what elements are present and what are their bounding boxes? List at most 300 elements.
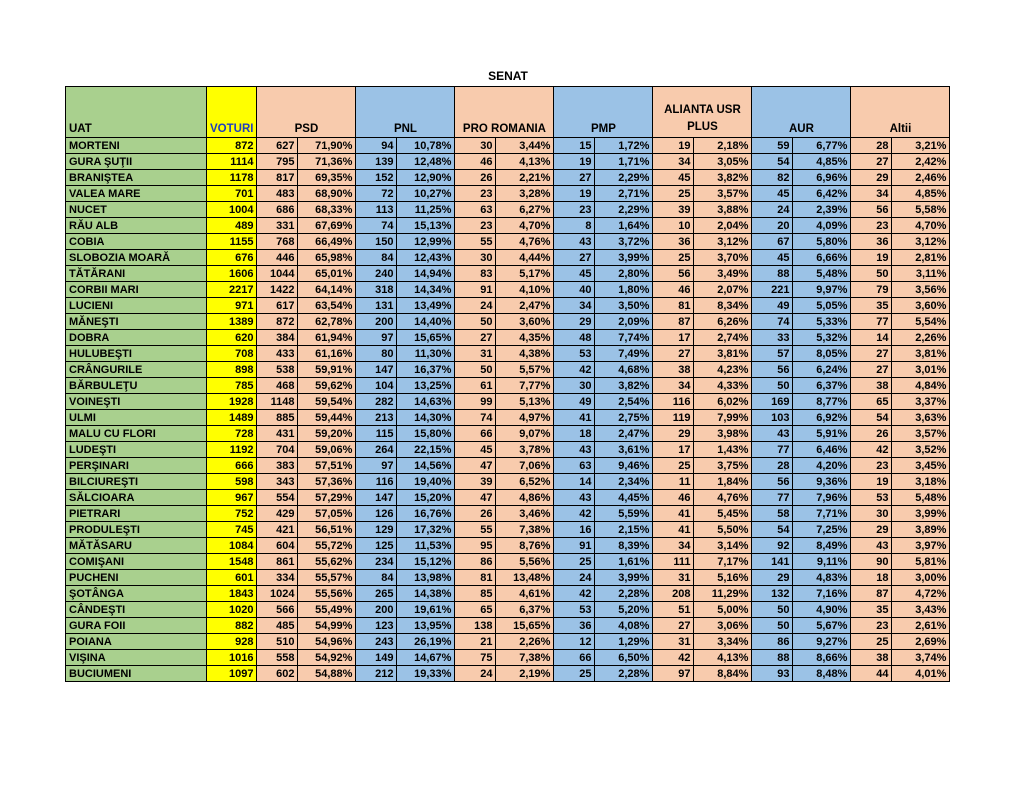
cell-pro-votes: 47 xyxy=(455,458,496,474)
cell-pmp-votes: 66 xyxy=(554,650,595,666)
cell-usr-votes: 25 xyxy=(653,458,694,474)
cell-pmp-votes: 34 xyxy=(554,298,595,314)
header-pnl: PNL xyxy=(356,87,455,138)
cell-voturi: 708 xyxy=(207,346,257,362)
cell-pro-pct: 4,35% xyxy=(496,330,554,346)
cell-aur-pct: 7,25% xyxy=(793,522,851,538)
cell-altii-pct: 3,45% xyxy=(892,458,950,474)
cell-pmp-votes: 15 xyxy=(554,138,595,154)
table-row xyxy=(66,474,950,490)
cell-usr-votes: 119 xyxy=(653,410,694,426)
cell-usr-votes: 11 xyxy=(653,474,694,490)
cell-pro-pct: 4,76% xyxy=(496,234,554,250)
cell-psd-votes: 483 xyxy=(257,186,298,202)
cell-aur-pct: 5,05% xyxy=(793,298,851,314)
cell-pmp-pct: 2,80% xyxy=(595,266,653,282)
cell-pro-votes: 91 xyxy=(455,282,496,298)
cell-uat: BILCIUREŞTI xyxy=(66,474,207,490)
header-alianta-usr-plus xyxy=(653,87,752,138)
cell-altii-pct: 4,70% xyxy=(892,218,950,234)
cell-pro-pct: 4,38% xyxy=(496,346,554,362)
cell-usr-pct: 4,76% xyxy=(694,490,752,506)
cell-altii-votes: 23 xyxy=(851,618,892,634)
cell-altii-votes: 50 xyxy=(851,266,892,282)
cell-psd-votes: 431 xyxy=(257,426,298,442)
cell-pro-votes: 86 xyxy=(455,554,496,570)
cell-pnl-votes: 116 xyxy=(356,474,397,490)
cell-uat: VIŞINA xyxy=(66,650,207,666)
cell-psd-pct: 67,69% xyxy=(298,218,356,234)
cell-pnl-votes: 80 xyxy=(356,346,397,362)
header-psd: PSD xyxy=(257,87,356,138)
cell-pnl-votes: 104 xyxy=(356,378,397,394)
cell-psd-votes: 704 xyxy=(257,442,298,458)
cell-pnl-pct: 12,90% xyxy=(397,170,455,186)
cell-aur-pct: 5,91% xyxy=(793,426,851,442)
cell-aur-pct: 6,66% xyxy=(793,250,851,266)
cell-pro-votes: 39 xyxy=(455,474,496,490)
cell-usr-pct: 2,07% xyxy=(694,282,752,298)
cell-psd-pct: 61,94% xyxy=(298,330,356,346)
cell-pnl-pct: 14,30% xyxy=(397,410,455,426)
cell-pro-pct: 3,44% xyxy=(496,138,554,154)
cell-psd-pct: 69,35% xyxy=(298,170,356,186)
cell-usr-votes: 38 xyxy=(653,362,694,378)
cell-usr-pct: 5,00% xyxy=(694,602,752,618)
cell-pnl-pct: 15,65% xyxy=(397,330,455,346)
cell-altii-pct: 5,48% xyxy=(892,490,950,506)
cell-psd-pct: 71,90% xyxy=(298,138,356,154)
cell-usr-votes: 31 xyxy=(653,634,694,650)
cell-psd-pct: 56,51% xyxy=(298,522,356,538)
cell-pnl-votes: 265 xyxy=(356,586,397,602)
cell-pnl-votes: 152 xyxy=(356,170,397,186)
cell-pmp-pct: 2,47% xyxy=(595,426,653,442)
cell-pro-votes: 75 xyxy=(455,650,496,666)
cell-pmp-votes: 36 xyxy=(554,618,595,634)
cell-psd-votes: 768 xyxy=(257,234,298,250)
cell-altii-pct: 4,72% xyxy=(892,586,950,602)
cell-pro-pct: 5,17% xyxy=(496,266,554,282)
cell-pnl-pct: 14,63% xyxy=(397,394,455,410)
cell-aur-pct: 2,39% xyxy=(793,202,851,218)
cell-voturi: 1114 xyxy=(207,154,257,170)
cell-uat: VOINEŞTI xyxy=(66,394,207,410)
table-row xyxy=(66,586,950,602)
cell-pro-pct: 9,07% xyxy=(496,426,554,442)
cell-aur-pct: 8,66% xyxy=(793,650,851,666)
cell-altii-votes: 34 xyxy=(851,186,892,202)
cell-aur-pct: 6,37% xyxy=(793,378,851,394)
table-row xyxy=(66,394,950,410)
cell-voturi: 598 xyxy=(207,474,257,490)
cell-voturi: 1016 xyxy=(207,650,257,666)
cell-aur-pct: 9,36% xyxy=(793,474,851,490)
cell-usr-votes: 39 xyxy=(653,202,694,218)
cell-altii-pct: 3,43% xyxy=(892,602,950,618)
cell-aur-pct: 6,46% xyxy=(793,442,851,458)
cell-uat: MALU CU FLORI xyxy=(66,426,207,442)
table-row xyxy=(66,202,950,218)
cell-psd-votes: 538 xyxy=(257,362,298,378)
cell-usr-pct: 8,84% xyxy=(694,666,752,682)
cell-pro-votes: 50 xyxy=(455,362,496,378)
cell-usr-votes: 46 xyxy=(653,490,694,506)
cell-voturi: 1928 xyxy=(207,394,257,410)
table-row xyxy=(66,282,950,298)
cell-usr-votes: 81 xyxy=(653,298,694,314)
cell-psd-votes: 872 xyxy=(257,314,298,330)
cell-pro-votes: 85 xyxy=(455,586,496,602)
cell-usr-votes: 34 xyxy=(653,154,694,170)
cell-pmp-pct: 3,99% xyxy=(595,570,653,586)
cell-usr-votes: 10 xyxy=(653,218,694,234)
cell-psd-pct: 59,91% xyxy=(298,362,356,378)
cell-pmp-pct: 2,75% xyxy=(595,410,653,426)
cell-pnl-pct: 12,43% xyxy=(397,250,455,266)
cell-usr-votes: 25 xyxy=(653,250,694,266)
cell-altii-votes: 43 xyxy=(851,538,892,554)
cell-psd-votes: 1422 xyxy=(257,282,298,298)
cell-usr-votes: 116 xyxy=(653,394,694,410)
cell-altii-votes: 23 xyxy=(851,458,892,474)
cell-pnl-pct: 11,53% xyxy=(397,538,455,554)
cell-pnl-votes: 318 xyxy=(356,282,397,298)
cell-usr-pct: 3,12% xyxy=(694,234,752,250)
cell-pmp-pct: 4,45% xyxy=(595,490,653,506)
cell-usr-votes: 17 xyxy=(653,442,694,458)
cell-usr-pct: 4,13% xyxy=(694,650,752,666)
cell-psd-votes: 602 xyxy=(257,666,298,682)
cell-usr-votes: 41 xyxy=(653,522,694,538)
table-row xyxy=(66,378,950,394)
cell-psd-pct: 65,98% xyxy=(298,250,356,266)
cell-usr-votes: 51 xyxy=(653,602,694,618)
cell-usr-votes: 34 xyxy=(653,378,694,394)
cell-voturi: 785 xyxy=(207,378,257,394)
cell-altii-votes: 29 xyxy=(851,170,892,186)
cell-pnl-votes: 74 xyxy=(356,218,397,234)
cell-psd-pct: 59,62% xyxy=(298,378,356,394)
cell-altii-votes: 38 xyxy=(851,378,892,394)
table-row xyxy=(66,346,950,362)
cell-psd-votes: 861 xyxy=(257,554,298,570)
cell-pnl-pct: 19,33% xyxy=(397,666,455,682)
cell-psd-pct: 66,49% xyxy=(298,234,356,250)
cell-altii-votes: 87 xyxy=(851,586,892,602)
cell-usr-pct: 1,84% xyxy=(694,474,752,490)
cell-psd-votes: 566 xyxy=(257,602,298,618)
cell-pnl-pct: 14,67% xyxy=(397,650,455,666)
cell-pnl-votes: 123 xyxy=(356,618,397,634)
cell-aur-pct: 9,11% xyxy=(793,554,851,570)
cell-voturi: 489 xyxy=(207,218,257,234)
cell-pmp-votes: 42 xyxy=(554,506,595,522)
cell-pmp-votes: 43 xyxy=(554,234,595,250)
table-row xyxy=(66,618,950,634)
cell-pnl-pct: 10,27% xyxy=(397,186,455,202)
cell-aur-votes: 56 xyxy=(752,474,793,490)
cell-altii-votes: 90 xyxy=(851,554,892,570)
cell-uat: RĂU ALB xyxy=(66,218,207,234)
table-row xyxy=(66,538,950,554)
cell-psd-votes: 558 xyxy=(257,650,298,666)
cell-pro-pct: 7,06% xyxy=(496,458,554,474)
cell-altii-votes: 30 xyxy=(851,506,892,522)
cell-usr-pct: 3,82% xyxy=(694,170,752,186)
cell-altii-votes: 23 xyxy=(851,218,892,234)
cell-voturi: 745 xyxy=(207,522,257,538)
cell-pmp-pct: 3,72% xyxy=(595,234,653,250)
cell-uat: PUCHENI xyxy=(66,570,207,586)
cell-pro-pct: 3,46% xyxy=(496,506,554,522)
cell-pmp-pct: 5,20% xyxy=(595,602,653,618)
cell-aur-pct: 8,48% xyxy=(793,666,851,682)
cell-uat: PRODULEŞTI xyxy=(66,522,207,538)
cell-pmp-votes: 40 xyxy=(554,282,595,298)
cell-aur-pct: 5,67% xyxy=(793,618,851,634)
cell-altii-votes: 38 xyxy=(851,650,892,666)
cell-pmp-pct: 1,80% xyxy=(595,282,653,298)
cell-voturi: 971 xyxy=(207,298,257,314)
cell-usr-votes: 87 xyxy=(653,314,694,330)
cell-pmp-pct: 2,29% xyxy=(595,202,653,218)
cell-usr-pct: 3,49% xyxy=(694,266,752,282)
cell-pmp-pct: 2,09% xyxy=(595,314,653,330)
cell-altii-pct: 3,57% xyxy=(892,426,950,442)
cell-pnl-votes: 200 xyxy=(356,602,397,618)
cell-aur-votes: 24 xyxy=(752,202,793,218)
table-row xyxy=(66,554,950,570)
cell-pmp-votes: 25 xyxy=(554,554,595,570)
cell-psd-votes: 554 xyxy=(257,490,298,506)
cell-pro-pct: 4,70% xyxy=(496,218,554,234)
cell-pro-votes: 21 xyxy=(455,634,496,650)
cell-pnl-votes: 147 xyxy=(356,490,397,506)
cell-psd-pct: 54,99% xyxy=(298,618,356,634)
cell-pnl-pct: 16,37% xyxy=(397,362,455,378)
cell-psd-pct: 55,49% xyxy=(298,602,356,618)
cell-aur-votes: 67 xyxy=(752,234,793,250)
cell-pro-votes: 46 xyxy=(455,154,496,170)
cell-psd-votes: 1044 xyxy=(257,266,298,282)
cell-pnl-pct: 19,61% xyxy=(397,602,455,618)
cell-pro-votes: 45 xyxy=(455,442,496,458)
cell-altii-pct: 3,99% xyxy=(892,506,950,522)
cell-altii-pct: 3,11% xyxy=(892,266,950,282)
cell-aur-pct: 4,90% xyxy=(793,602,851,618)
cell-usr-pct: 2,74% xyxy=(694,330,752,346)
cell-uat: SLOBOZIA MOARĂ xyxy=(66,250,207,266)
cell-pro-votes: 26 xyxy=(455,170,496,186)
cell-pmp-pct: 4,08% xyxy=(595,618,653,634)
cell-pnl-pct: 22,15% xyxy=(397,442,455,458)
cell-aur-pct: 7,16% xyxy=(793,586,851,602)
cell-voturi: 701 xyxy=(207,186,257,202)
cell-usr-votes: 208 xyxy=(653,586,694,602)
cell-voturi: 1489 xyxy=(207,410,257,426)
cell-pro-pct: 6,27% xyxy=(496,202,554,218)
cell-usr-pct: 3,75% xyxy=(694,458,752,474)
cell-pro-votes: 95 xyxy=(455,538,496,554)
cell-pnl-pct: 15,13% xyxy=(397,218,455,234)
cell-uat: GURA FOII xyxy=(66,618,207,634)
cell-aur-votes: 54 xyxy=(752,154,793,170)
table-row xyxy=(66,170,950,186)
cell-altii-votes: 27 xyxy=(851,154,892,170)
cell-uat: PIETRARI xyxy=(66,506,207,522)
cell-pmp-pct: 6,50% xyxy=(595,650,653,666)
cell-pmp-votes: 49 xyxy=(554,394,595,410)
cell-pnl-pct: 17,32% xyxy=(397,522,455,538)
cell-pnl-pct: 15,80% xyxy=(397,426,455,442)
cell-usr-pct: 3,05% xyxy=(694,154,752,170)
table-row xyxy=(66,634,950,650)
cell-aur-votes: 92 xyxy=(752,538,793,554)
cell-altii-pct: 3,52% xyxy=(892,442,950,458)
table-row xyxy=(66,650,950,666)
cell-aur-votes: 49 xyxy=(752,298,793,314)
cell-pro-pct: 15,65% xyxy=(496,618,554,634)
cell-usr-pct: 11,29% xyxy=(694,586,752,602)
cell-pmp-pct: 8,39% xyxy=(595,538,653,554)
cell-voturi: 2217 xyxy=(207,282,257,298)
cell-usr-pct: 2,18% xyxy=(694,138,752,154)
cell-altii-pct: 4,85% xyxy=(892,186,950,202)
cell-pmp-votes: 42 xyxy=(554,586,595,602)
cell-voturi: 676 xyxy=(207,250,257,266)
cell-psd-votes: 343 xyxy=(257,474,298,490)
cell-pnl-pct: 10,78% xyxy=(397,138,455,154)
cell-aur-pct: 4,09% xyxy=(793,218,851,234)
cell-pmp-pct: 1,64% xyxy=(595,218,653,234)
cell-pmp-votes: 12 xyxy=(554,634,595,650)
cell-psd-pct: 59,54% xyxy=(298,394,356,410)
cell-pmp-votes: 16 xyxy=(554,522,595,538)
header-pmp: PMP xyxy=(554,87,653,138)
cell-pro-pct: 7,77% xyxy=(496,378,554,394)
cell-aur-pct: 5,48% xyxy=(793,266,851,282)
cell-pmp-votes: 23 xyxy=(554,202,595,218)
cell-altii-votes: 19 xyxy=(851,250,892,266)
cell-voturi: 601 xyxy=(207,570,257,586)
cell-usr-votes: 56 xyxy=(653,266,694,282)
cell-aur-pct: 6,24% xyxy=(793,362,851,378)
table-row xyxy=(66,218,950,234)
cell-pro-pct: 4,44% xyxy=(496,250,554,266)
cell-pmp-votes: 29 xyxy=(554,314,595,330)
cell-psd-pct: 57,51% xyxy=(298,458,356,474)
cell-pro-votes: 30 xyxy=(455,250,496,266)
cell-pmp-pct: 2,54% xyxy=(595,394,653,410)
cell-pnl-pct: 13,98% xyxy=(397,570,455,586)
cell-uat: MORTENI xyxy=(66,138,207,154)
cell-pmp-pct: 2,71% xyxy=(595,186,653,202)
cell-pro-pct: 7,38% xyxy=(496,650,554,666)
cell-voturi: 928 xyxy=(207,634,257,650)
cell-psd-pct: 55,72% xyxy=(298,538,356,554)
cell-psd-votes: 383 xyxy=(257,458,298,474)
cell-aur-pct: 6,42% xyxy=(793,186,851,202)
cell-pmp-pct: 1,61% xyxy=(595,554,653,570)
cell-pmp-votes: 45 xyxy=(554,266,595,282)
cell-altii-votes: 65 xyxy=(851,394,892,410)
cell-pro-votes: 27 xyxy=(455,330,496,346)
cell-altii-pct: 2,46% xyxy=(892,170,950,186)
table-row xyxy=(66,314,950,330)
cell-aur-pct: 5,33% xyxy=(793,314,851,330)
cell-altii-pct: 2,81% xyxy=(892,250,950,266)
cell-voturi: 1548 xyxy=(207,554,257,570)
cell-usr-votes: 29 xyxy=(653,426,694,442)
cell-pro-votes: 55 xyxy=(455,522,496,538)
cell-voturi: 1097 xyxy=(207,666,257,682)
cell-psd-pct: 55,56% xyxy=(298,586,356,602)
cell-psd-votes: 817 xyxy=(257,170,298,186)
cell-pnl-votes: 243 xyxy=(356,634,397,650)
cell-aur-pct: 5,80% xyxy=(793,234,851,250)
cell-voturi: 666 xyxy=(207,458,257,474)
header-uat: UAT xyxy=(66,87,207,138)
cell-uat: BRANIŞTEA xyxy=(66,170,207,186)
cell-pmp-pct: 1,71% xyxy=(595,154,653,170)
cell-psd-votes: 510 xyxy=(257,634,298,650)
cell-psd-pct: 57,36% xyxy=(298,474,356,490)
cell-uat: PERŞINARI xyxy=(66,458,207,474)
cell-pnl-votes: 264 xyxy=(356,442,397,458)
cell-pmp-pct: 1,72% xyxy=(595,138,653,154)
cell-pro-pct: 4,97% xyxy=(496,410,554,426)
cell-voturi: 1389 xyxy=(207,314,257,330)
cell-pro-pct: 2,26% xyxy=(496,634,554,650)
cell-altii-votes: 79 xyxy=(851,282,892,298)
cell-pmp-votes: 8 xyxy=(554,218,595,234)
cell-psd-pct: 61,16% xyxy=(298,346,356,362)
cell-pnl-votes: 149 xyxy=(356,650,397,666)
cell-aur-votes: 50 xyxy=(752,378,793,394)
cell-uat: DOBRA xyxy=(66,330,207,346)
cell-pnl-votes: 131 xyxy=(356,298,397,314)
table-title: SENAT xyxy=(488,69,528,83)
cell-altii-votes: 14 xyxy=(851,330,892,346)
cell-psd-pct: 64,14% xyxy=(298,282,356,298)
cell-psd-pct: 59,20% xyxy=(298,426,356,442)
results-table xyxy=(65,86,950,682)
cell-usr-pct: 3,57% xyxy=(694,186,752,202)
cell-voturi: 1606 xyxy=(207,266,257,282)
cell-aur-pct: 8,05% xyxy=(793,346,851,362)
header-pro-romania: PRO ROMANIA xyxy=(455,87,554,138)
cell-altii-votes: 36 xyxy=(851,234,892,250)
cell-pmp-pct: 2,34% xyxy=(595,474,653,490)
cell-pnl-votes: 212 xyxy=(356,666,397,682)
cell-aur-votes: 28 xyxy=(752,458,793,474)
cell-pro-votes: 66 xyxy=(455,426,496,442)
cell-pnl-votes: 72 xyxy=(356,186,397,202)
cell-altii-pct: 3,74% xyxy=(892,650,950,666)
cell-altii-pct: 2,26% xyxy=(892,330,950,346)
cell-aur-votes: 20 xyxy=(752,218,793,234)
cell-pmp-votes: 14 xyxy=(554,474,595,490)
cell-usr-pct: 4,23% xyxy=(694,362,752,378)
cell-pmp-votes: 43 xyxy=(554,442,595,458)
header-aur: AUR xyxy=(752,87,851,138)
cell-usr-pct: 3,98% xyxy=(694,426,752,442)
cell-usr-votes: 41 xyxy=(653,506,694,522)
cell-psd-votes: 485 xyxy=(257,618,298,634)
cell-psd-votes: 384 xyxy=(257,330,298,346)
cell-psd-pct: 68,33% xyxy=(298,202,356,218)
